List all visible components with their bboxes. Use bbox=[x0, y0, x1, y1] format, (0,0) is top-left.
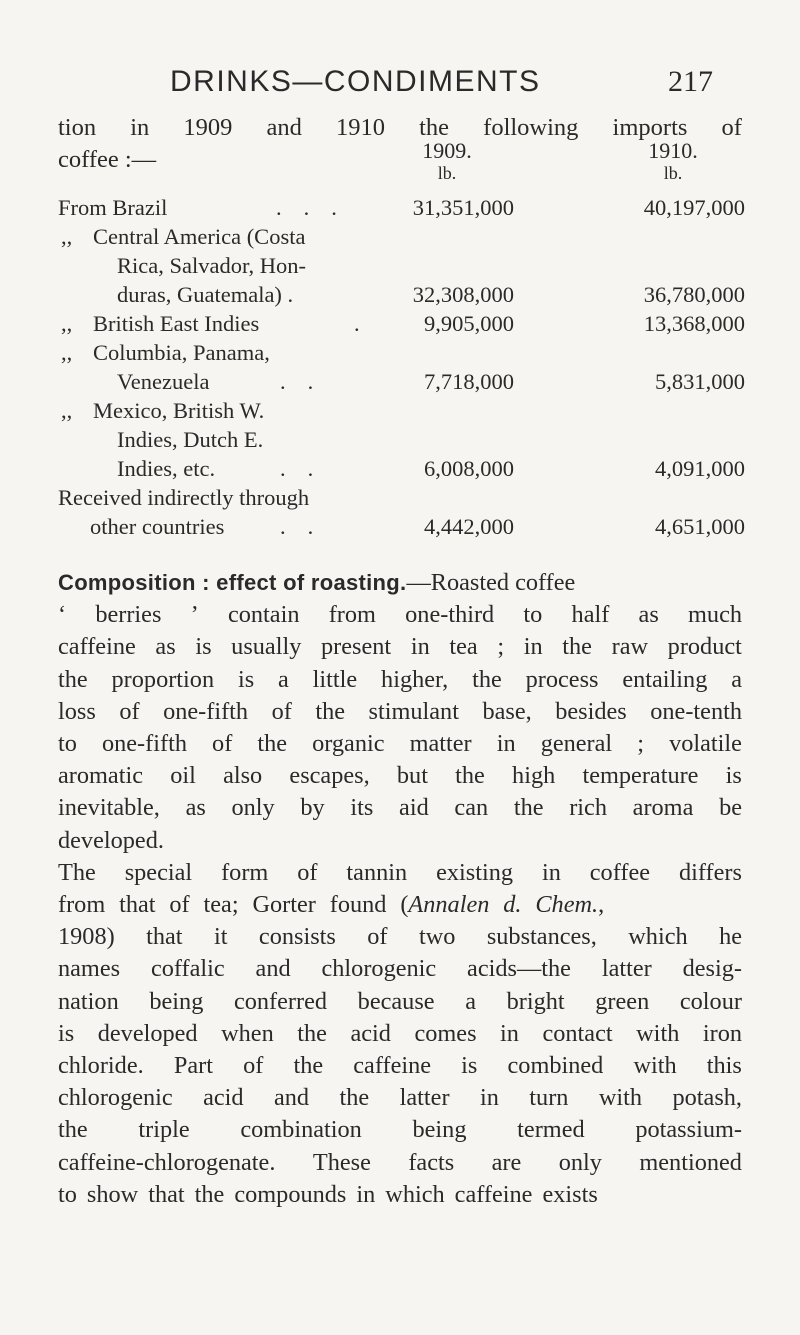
word: are bbox=[491, 1148, 522, 1176]
text-line bbox=[58, 792, 742, 824]
word: in bbox=[541, 858, 561, 886]
word: tea bbox=[449, 633, 478, 661]
word: the bbox=[194, 1180, 225, 1208]
word: it bbox=[213, 923, 228, 951]
word: following bbox=[483, 114, 579, 141]
row-label-text: other countries bbox=[90, 514, 225, 539]
dot-leader: . bbox=[354, 311, 382, 336]
word: proportion bbox=[111, 665, 215, 693]
value-1909: 6,008,000 bbox=[424, 456, 514, 481]
row-label-text: Central America (Costa bbox=[93, 224, 306, 249]
word: is bbox=[58, 1019, 75, 1047]
row-label bbox=[58, 512, 748, 541]
word: in bbox=[410, 633, 430, 661]
value-1910: 4,091,000 bbox=[655, 456, 745, 481]
word: of bbox=[721, 114, 742, 141]
column-unit: lb. bbox=[437, 163, 457, 183]
word: latter bbox=[399, 1084, 450, 1112]
word: chlorogenic bbox=[321, 955, 437, 983]
word: existing bbox=[436, 858, 514, 886]
word: developed. bbox=[58, 826, 164, 854]
row-label-text: Venezuela bbox=[117, 369, 210, 394]
word: coffee bbox=[589, 858, 651, 886]
value-1910: 5,831,000 bbox=[655, 369, 745, 394]
word: in bbox=[356, 1180, 376, 1208]
word: which bbox=[385, 1180, 445, 1208]
word: imports bbox=[612, 114, 688, 141]
word: 1909 bbox=[183, 114, 233, 141]
word: a bbox=[731, 665, 742, 693]
word: of bbox=[212, 730, 233, 758]
coffee-imports-table bbox=[58, 193, 748, 541]
word: form bbox=[221, 858, 269, 886]
row-label-text: British East Indies bbox=[93, 311, 260, 336]
value-1909: 7,718,000 bbox=[424, 369, 514, 394]
word: bright bbox=[506, 987, 565, 1015]
word: the bbox=[513, 794, 544, 822]
row-label-text: Rica, Salvador, Hon- bbox=[117, 253, 307, 278]
text-line bbox=[58, 1018, 742, 1050]
word: developed bbox=[97, 1019, 198, 1047]
body-text bbox=[58, 567, 742, 1211]
word: turn bbox=[529, 1084, 569, 1112]
word: to bbox=[58, 1180, 77, 1208]
word: the bbox=[419, 114, 450, 141]
value-1909: 31,351,000 bbox=[412, 195, 514, 220]
word: berries bbox=[95, 601, 162, 629]
column-year: 1910. bbox=[648, 138, 698, 163]
text-line bbox=[58, 889, 742, 921]
word: These bbox=[312, 1148, 371, 1176]
ditto-mark: ,, bbox=[61, 398, 73, 423]
text-line bbox=[58, 599, 742, 631]
page-number: 217 bbox=[668, 65, 713, 98]
word: but bbox=[396, 762, 428, 790]
word: combined bbox=[507, 1052, 604, 1080]
word: because bbox=[357, 987, 435, 1015]
word: aroma bbox=[632, 794, 694, 822]
citation-title: Annalen d. Chem. bbox=[408, 891, 599, 919]
word: potash, bbox=[672, 1084, 742, 1112]
word: one-fifth bbox=[163, 697, 249, 725]
word: to bbox=[523, 601, 543, 629]
ditto-mark: ,, bbox=[61, 340, 73, 365]
word: being bbox=[412, 1116, 467, 1144]
word: present bbox=[321, 633, 392, 661]
word: ‘ bbox=[58, 601, 67, 629]
word: higher, bbox=[381, 665, 449, 693]
row-label bbox=[58, 425, 748, 454]
intro-line-2: coffee :— bbox=[58, 146, 157, 173]
word: special bbox=[124, 858, 193, 886]
word: loss bbox=[58, 697, 96, 725]
value-1909: 4,442,000 bbox=[424, 514, 514, 539]
word: of bbox=[271, 697, 292, 725]
row-label bbox=[58, 222, 748, 251]
word: tion bbox=[58, 114, 97, 141]
text-line bbox=[58, 825, 742, 857]
word: by bbox=[300, 794, 325, 822]
text-line-content: —Roasted coffee bbox=[406, 569, 576, 596]
dot-leader: .. bbox=[280, 369, 336, 394]
column-header-1909 bbox=[392, 140, 502, 184]
word: contact bbox=[542, 1019, 613, 1047]
word: acids—the bbox=[467, 955, 571, 983]
word: process bbox=[525, 665, 599, 693]
word: substances, bbox=[486, 923, 597, 951]
word: combination bbox=[240, 1116, 362, 1144]
word: caffeine bbox=[58, 633, 136, 661]
word: in bbox=[130, 114, 150, 141]
text-line bbox=[58, 1179, 742, 1211]
word: stimulant bbox=[368, 697, 459, 725]
word: also bbox=[223, 762, 263, 790]
word: of bbox=[243, 1052, 264, 1080]
word: temperature bbox=[582, 762, 699, 790]
word: and bbox=[274, 1084, 310, 1112]
word: nation bbox=[58, 987, 119, 1015]
word: the bbox=[293, 1052, 324, 1080]
dot-leader: .. bbox=[280, 456, 336, 481]
word: facts bbox=[408, 1148, 455, 1176]
word: and bbox=[255, 955, 291, 983]
text-line bbox=[58, 567, 742, 599]
word: acid bbox=[203, 1084, 244, 1112]
text-line bbox=[58, 1082, 742, 1114]
word: iron bbox=[702, 1019, 742, 1047]
row-label-text: From Brazil bbox=[58, 195, 168, 220]
word: chlorogenic bbox=[58, 1084, 173, 1112]
word: oil bbox=[170, 762, 196, 790]
word: of bbox=[297, 858, 318, 886]
word: raw bbox=[611, 633, 649, 661]
word: and bbox=[266, 114, 302, 141]
word: besides bbox=[555, 697, 627, 725]
table-row bbox=[58, 483, 748, 541]
text-line bbox=[58, 953, 742, 985]
row-label-text: Indies, etc. bbox=[117, 456, 216, 481]
text-line-content: from that of tea; Gorter found (Annalen d. Chem., bbox=[58, 891, 605, 919]
table-row bbox=[58, 309, 748, 338]
word: the bbox=[472, 665, 502, 693]
word: the bbox=[455, 762, 485, 790]
word: the bbox=[257, 730, 288, 758]
word: is bbox=[237, 665, 255, 693]
word: as bbox=[155, 633, 176, 661]
word: acid bbox=[350, 1019, 391, 1047]
word: Part bbox=[173, 1052, 213, 1080]
word: little bbox=[312, 665, 358, 693]
word: in bbox=[523, 633, 543, 661]
word: potassium- bbox=[635, 1116, 742, 1144]
word: when bbox=[221, 1019, 274, 1047]
word: caffeine bbox=[454, 1180, 533, 1208]
row-label-text: Indies, Dutch E. bbox=[117, 427, 264, 452]
word: rich bbox=[569, 794, 607, 822]
table-row bbox=[58, 396, 748, 483]
column-unit: lb. bbox=[663, 163, 683, 183]
word: names bbox=[58, 955, 121, 983]
ditto-mark: ,, bbox=[61, 224, 73, 249]
paragraph-tannin bbox=[58, 857, 742, 1211]
word: aid bbox=[399, 794, 429, 822]
word: is bbox=[195, 633, 212, 661]
word: show bbox=[86, 1180, 139, 1208]
word: organic bbox=[312, 730, 385, 758]
word: the bbox=[297, 1019, 327, 1047]
row-label bbox=[58, 251, 748, 280]
ditto-mark: ,, bbox=[61, 311, 73, 336]
text-line bbox=[58, 857, 742, 889]
word: mentioned bbox=[639, 1148, 742, 1176]
row-label-text: Columbia, Panama, bbox=[93, 340, 270, 365]
word: the bbox=[58, 665, 88, 693]
word: entailing bbox=[622, 665, 708, 693]
word: conferred bbox=[233, 987, 328, 1015]
text-line bbox=[58, 921, 742, 953]
word: in bbox=[496, 730, 516, 758]
value-1909: 9,905,000 bbox=[424, 311, 514, 336]
row-label-text: Received indirectly through bbox=[58, 485, 310, 510]
word: 1908) bbox=[58, 923, 115, 951]
word: 1910 bbox=[336, 114, 385, 141]
word: with bbox=[636, 1019, 680, 1047]
word: one-third bbox=[405, 601, 495, 629]
word: much bbox=[688, 601, 742, 629]
value-1909: 32,308,000 bbox=[412, 282, 514, 307]
word: the bbox=[315, 697, 346, 725]
word: being bbox=[149, 987, 204, 1015]
word: is bbox=[725, 762, 742, 790]
row-label-text: Mexico, British W. bbox=[93, 398, 265, 423]
row-label bbox=[58, 483, 748, 512]
word: with bbox=[598, 1084, 643, 1112]
value-1910: 40,197,000 bbox=[643, 195, 745, 220]
word: latter bbox=[601, 955, 652, 983]
row-label bbox=[58, 454, 748, 483]
row-label bbox=[58, 396, 748, 425]
table-row bbox=[58, 338, 748, 396]
word: ; bbox=[497, 633, 505, 661]
word: in bbox=[500, 1019, 519, 1047]
word: differs bbox=[678, 858, 742, 886]
word: in bbox=[479, 1084, 499, 1112]
word: inevitable, bbox=[58, 794, 160, 822]
word: can bbox=[454, 794, 489, 822]
column-header-1910 bbox=[618, 140, 728, 184]
value-1910: 36,780,000 bbox=[643, 282, 745, 307]
dot-leader: .. bbox=[280, 514, 336, 539]
word: compounds bbox=[234, 1180, 347, 1208]
word: to bbox=[58, 730, 77, 758]
word: termed bbox=[517, 1116, 585, 1144]
text-line bbox=[58, 1114, 742, 1146]
word: escapes, bbox=[289, 762, 370, 790]
word: base, bbox=[482, 697, 532, 725]
word: ; bbox=[637, 730, 645, 758]
word: green bbox=[595, 987, 650, 1015]
word: comes bbox=[414, 1019, 477, 1047]
word: consists bbox=[258, 923, 336, 951]
word: is bbox=[461, 1052, 478, 1080]
word: be bbox=[719, 794, 742, 822]
text-line bbox=[58, 664, 742, 696]
column-year: 1909. bbox=[422, 138, 472, 163]
word: the bbox=[339, 1084, 370, 1112]
row-label-text: duras, Guatemala) . bbox=[117, 282, 294, 307]
text-line bbox=[58, 728, 742, 760]
word: which bbox=[628, 923, 688, 951]
word: half bbox=[571, 601, 610, 629]
word: the bbox=[58, 1116, 88, 1144]
paragraph-composition bbox=[58, 567, 742, 857]
word: caffeine-chlorogenate. bbox=[58, 1148, 276, 1176]
word: desig- bbox=[682, 955, 742, 983]
text-line bbox=[58, 1050, 742, 1082]
word: general bbox=[540, 730, 613, 758]
word: ’ bbox=[190, 601, 199, 629]
run-in-heading: Composition : effect of roasting. bbox=[58, 570, 407, 595]
word: its bbox=[350, 794, 374, 822]
word: exists bbox=[542, 1180, 598, 1208]
text-line bbox=[58, 1147, 742, 1179]
word: only bbox=[231, 794, 275, 822]
word: tannin bbox=[346, 858, 408, 886]
word: only bbox=[558, 1148, 602, 1176]
text-line bbox=[58, 631, 742, 663]
word: this bbox=[706, 1052, 742, 1080]
word: as bbox=[638, 601, 659, 629]
word: chloride. bbox=[58, 1052, 144, 1080]
word: that bbox=[146, 923, 183, 951]
word: a bbox=[465, 987, 476, 1015]
word: of bbox=[367, 923, 388, 951]
word: aromatic bbox=[58, 762, 143, 790]
word: volatile bbox=[669, 730, 742, 758]
word: The bbox=[58, 858, 96, 886]
word: product bbox=[667, 633, 742, 661]
text-line bbox=[58, 760, 742, 792]
dot-leader: ... bbox=[276, 195, 359, 220]
row-label bbox=[58, 338, 748, 367]
word: from bbox=[328, 601, 376, 629]
word: he bbox=[719, 923, 742, 951]
word: usually bbox=[231, 633, 302, 661]
word: matter bbox=[409, 730, 472, 758]
value-1910: 4,651,000 bbox=[655, 514, 745, 539]
word: caffeine bbox=[353, 1052, 432, 1080]
running-title: DRINKS—CONDIMENTS bbox=[170, 65, 541, 98]
text-line bbox=[58, 986, 742, 1018]
word: a bbox=[278, 665, 289, 693]
page-header bbox=[0, 62, 800, 102]
word: one-tenth bbox=[650, 697, 742, 725]
text-line bbox=[58, 696, 742, 728]
word: colour bbox=[679, 987, 742, 1015]
word: the bbox=[562, 633, 592, 661]
word: one-fifth bbox=[101, 730, 187, 758]
word: coffalic bbox=[150, 955, 225, 983]
row-label bbox=[58, 367, 748, 396]
table-row bbox=[58, 222, 748, 309]
value-1910: 13,368,000 bbox=[643, 311, 745, 336]
table-row bbox=[58, 193, 748, 222]
word: high bbox=[512, 762, 556, 790]
word: contain bbox=[227, 601, 300, 629]
word: that bbox=[148, 1180, 185, 1208]
word: as bbox=[185, 794, 206, 822]
word: triple bbox=[138, 1116, 190, 1144]
word: with bbox=[633, 1052, 677, 1080]
word: of bbox=[119, 697, 140, 725]
word: two bbox=[418, 923, 456, 951]
